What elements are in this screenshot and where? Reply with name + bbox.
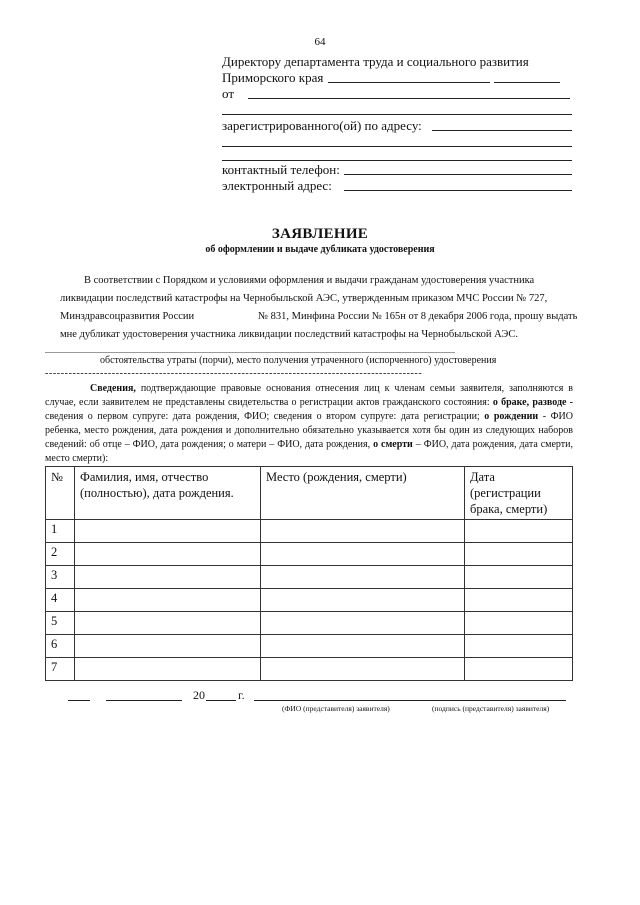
phone-field[interactable] [344,174,572,175]
address-field-1[interactable] [432,130,572,131]
region-underline [328,82,490,83]
date-cell[interactable] [465,658,573,681]
place-cell[interactable] [261,543,465,566]
dashed-line: ------------------------------------------------------------------------------------------------ [45,368,423,379]
place-cell[interactable] [261,520,465,543]
table-row [46,635,573,658]
address-field-3[interactable] [222,160,572,161]
date-cell[interactable] [465,543,573,566]
place-cell[interactable] [261,635,465,658]
note-birth: о рождении [484,411,539,422]
col-place-header: Место (рождения, смерти) [261,467,465,520]
date-cell[interactable] [465,520,573,543]
row-number: 4 [46,589,75,612]
col-date-header: Дата (регистрации брака, смерти) [465,467,573,520]
table-row [46,589,573,612]
table-row [46,612,573,635]
fio-cell[interactable] [75,658,261,681]
year-prefix: 20 [193,688,205,702]
month-field[interactable] [106,700,182,701]
body-line-3b: № 831, Минфина России № 165н от 8 декабря 2006 года, прошу выдать [258,311,578,322]
from-name-field[interactable] [248,98,570,99]
row-number: 7 [46,658,75,681]
year-field[interactable] [206,700,236,701]
document-title: ЗАЯВЛЕНИЕ [271,226,369,242]
note-part-4: – ФИО, дата рождения, дата смерти, место смерти): [45,439,573,464]
row-number: 1 [46,520,75,543]
phone-label: контактный телефон: [222,162,340,177]
email-label: электронный адрес: [222,178,332,193]
place-cell[interactable] [261,612,465,635]
region-underline-2 [494,82,560,83]
row-number: 2 [46,543,75,566]
circumstances-caption: обстоятельства утраты (порчи), место получения утраченного (испорченного) удостоверения [100,355,497,366]
body-line-1: В соответствии с Порядком и условиями оформления и выдачи гражданам удостоверения участника [84,275,535,286]
page-number: 64 [314,36,326,48]
fio-cell[interactable] [75,543,261,566]
body-line-3a: Минздравсоцразвития России [60,311,195,322]
table-row [46,658,573,681]
date-cell[interactable] [465,612,573,635]
note-part-2: сведения о первом супруге: дата рождения, ФИО; сведения о втором супруге: дата регистрации; [45,411,485,422]
fio-cell[interactable] [75,612,261,635]
from-label: от [222,86,235,101]
table-row [46,543,573,566]
address-field-2[interactable] [222,146,572,147]
day-field[interactable] [68,700,90,701]
circumstances-field[interactable] [45,352,455,353]
fio-caption: (ФИО (представителя) заявителя) [282,704,390,713]
row-number: 6 [46,635,75,658]
note-lead: Сведения, [90,383,136,394]
col-fio-header: Фамилия, имя, отчество (полностью), дата рождения. [75,467,261,520]
family-members-table [45,466,573,681]
body-line-4: мне дубликат удостоверения участника ликвидации последствий катастрофы на Чернобыльской АЭС. [60,329,518,340]
kin-info-note [45,382,573,466]
place-cell[interactable] [261,589,465,612]
row-number: 5 [46,612,75,635]
fio-cell[interactable] [75,566,261,589]
col-number-header: № [46,467,75,520]
addressee-line-1: Директору департамента труда и социального развития [222,54,529,69]
registered-address-label: зарегистрированного(ой) по адресу: [222,118,422,133]
addressee-line-2: Приморского края [222,70,324,85]
note-part-3: - ФИО ребенка, место рождения, дата рождения и дополнительно обязательно указывается хотя бы один из следующих наборов сведений: об отце – ФИО, дата рождения; о матери – ФИО, дата рождения, [45,411,573,450]
table-row [46,566,573,589]
date-cell[interactable] [465,589,573,612]
fio-cell[interactable] [75,589,261,612]
place-cell[interactable] [261,566,465,589]
date-cell[interactable] [465,566,573,589]
note-death: о смерти [373,439,413,450]
body-line-2: ликвидации последствий катастрофы на Чернобыльской АЭС, утвержденным приказом МЧС России № 727, [60,293,548,304]
place-cell[interactable] [261,658,465,681]
note-part-1: подтверждающие правовые основания отнесения лиц к членам семьи заявителя, заполняются в случае, если заявителем не представлены свидетельства о регистрации актов гражданского состояния: [45,383,573,408]
row-number: 3 [46,566,75,589]
table-header-row [46,467,573,520]
fio-cell[interactable] [75,635,261,658]
document-subtitle: об оформлении и выдаче дубликата удостоверения [205,244,435,255]
from-name-field-2[interactable] [222,114,572,115]
year-suffix: г. [238,688,245,702]
date-cell[interactable] [465,635,573,658]
fio-cell[interactable] [75,520,261,543]
signature-field[interactable] [254,700,566,701]
signature-caption: (подпись (представителя) заявителя) [432,704,550,713]
note-marriage: о браке, разводе - [492,397,574,408]
table-row [46,520,573,543]
email-field[interactable] [344,190,572,191]
